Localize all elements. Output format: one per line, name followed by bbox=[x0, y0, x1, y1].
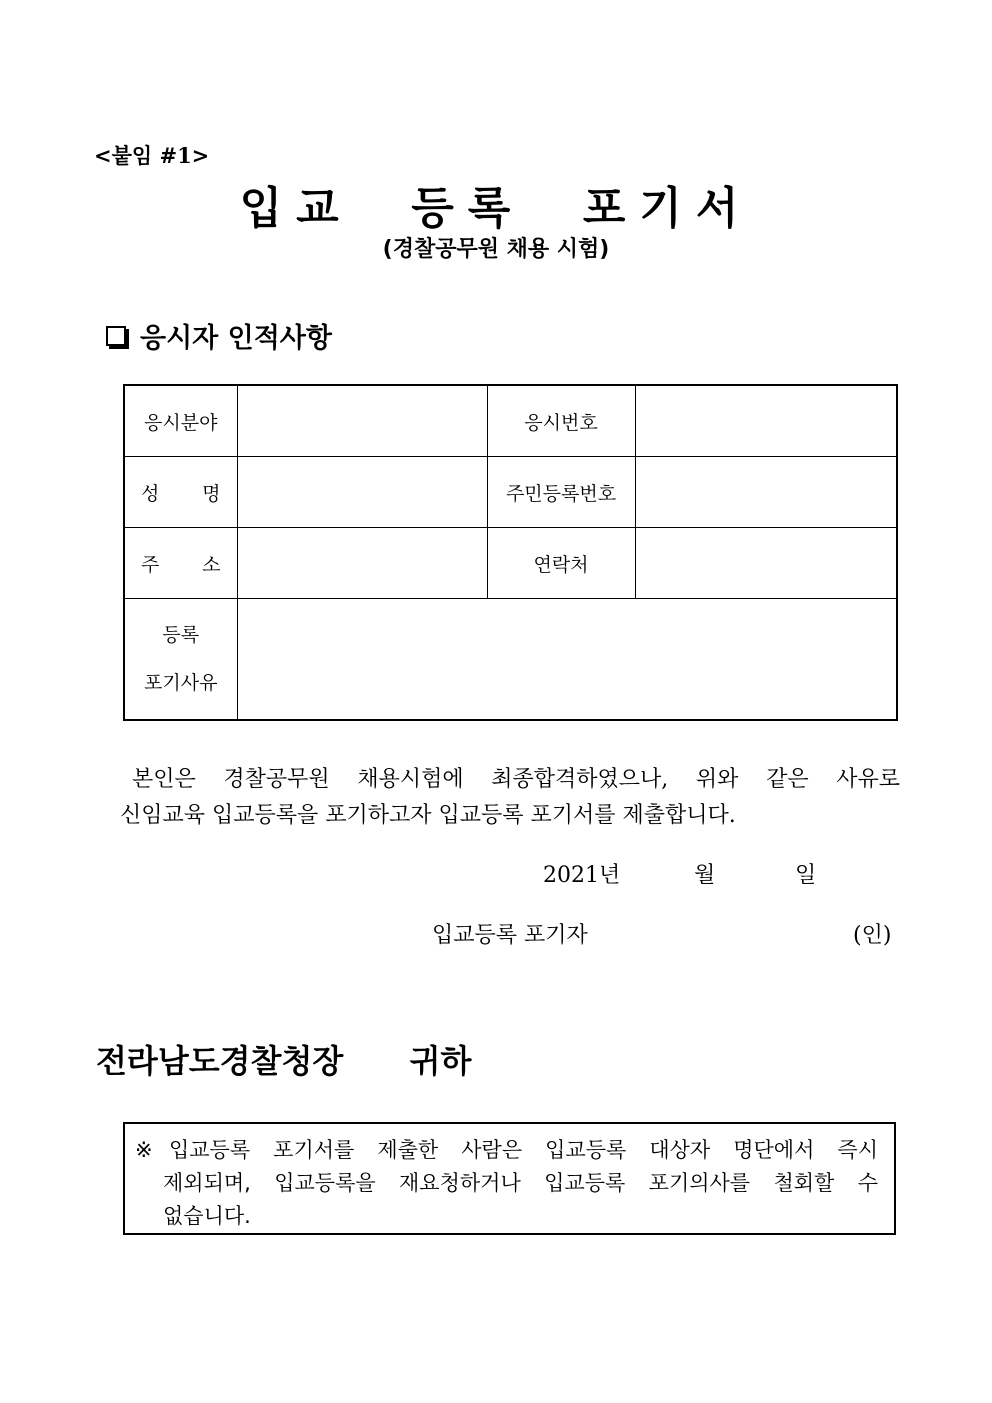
exam-number-label: 응시번호 bbox=[487, 385, 635, 457]
notice-line2: 제외되며, 입교등록을 재요청하거나 입교등록 포기의사를 철회할 수 bbox=[163, 1171, 878, 1195]
reason-label-line1: 등록 bbox=[162, 624, 200, 646]
title-text: 입교 등록 포기서 bbox=[239, 183, 753, 234]
address-input[interactable] bbox=[237, 528, 487, 599]
notice-line3: 없습니다. bbox=[163, 1204, 251, 1228]
document-subtitle: (경찰공무원 채용 시험) bbox=[382, 237, 610, 262]
section-heading-text: 응시자 인적사항 bbox=[140, 323, 332, 354]
document-title bbox=[0, 172, 992, 236]
field-input[interactable] bbox=[237, 385, 487, 457]
checkbox-icon bbox=[106, 326, 126, 346]
date-day: 일 bbox=[795, 863, 817, 888]
table-row bbox=[124, 528, 897, 599]
attachment-label: <붙임 #1> bbox=[94, 143, 210, 168]
date-month: 월 bbox=[694, 863, 716, 888]
contact-input[interactable] bbox=[635, 528, 897, 599]
reason-label bbox=[124, 599, 237, 721]
statement-paragraph bbox=[120, 762, 900, 834]
address-label bbox=[124, 528, 237, 599]
contact-label: 연락처 bbox=[487, 528, 635, 599]
name-label-part2: 명 bbox=[202, 482, 221, 505]
resident-number-label: 주민등록번호 bbox=[487, 457, 635, 528]
address-label-part2: 소 bbox=[202, 553, 221, 576]
date-year: 2021년 bbox=[543, 863, 621, 888]
recipient-honorific: 귀하 bbox=[409, 1042, 472, 1080]
seal-mark: (인) bbox=[853, 923, 892, 948]
reason-label-line2: 포기사유 bbox=[144, 672, 218, 694]
exam-number-input[interactable] bbox=[635, 385, 897, 457]
address-label-part1: 주 bbox=[141, 553, 160, 576]
statement-line2: 신임교육 입교등록을 포기하고자 입교등록 포기서를 제출합니다. bbox=[120, 803, 736, 828]
name-input[interactable] bbox=[237, 457, 487, 528]
name-label-part1: 성 bbox=[141, 482, 160, 505]
recipient bbox=[96, 1036, 471, 1082]
table-row bbox=[124, 599, 897, 721]
reason-input[interactable] bbox=[237, 599, 897, 721]
section-heading bbox=[106, 316, 332, 355]
signer-label: 입교등록 포기자 bbox=[432, 923, 588, 948]
statement-line1: 본인은 경찰공무원 채용시험에 최종합격하였으나, 위와 같은 사유로 bbox=[132, 767, 900, 792]
applicant-info-table bbox=[123, 384, 898, 721]
recipient-name: 전라남도경찰청장 bbox=[96, 1042, 344, 1080]
table-row bbox=[124, 457, 897, 528]
table-row bbox=[124, 385, 897, 457]
resident-number-input[interactable] bbox=[635, 457, 897, 528]
notice-line1: ※입교등록 포기서를 제출한 사람은 입교등록 대상자 명단에서 즉시 bbox=[135, 1138, 878, 1162]
name-label bbox=[124, 457, 237, 528]
notice-box bbox=[123, 1122, 896, 1235]
field-label: 응시분야 bbox=[124, 385, 237, 457]
